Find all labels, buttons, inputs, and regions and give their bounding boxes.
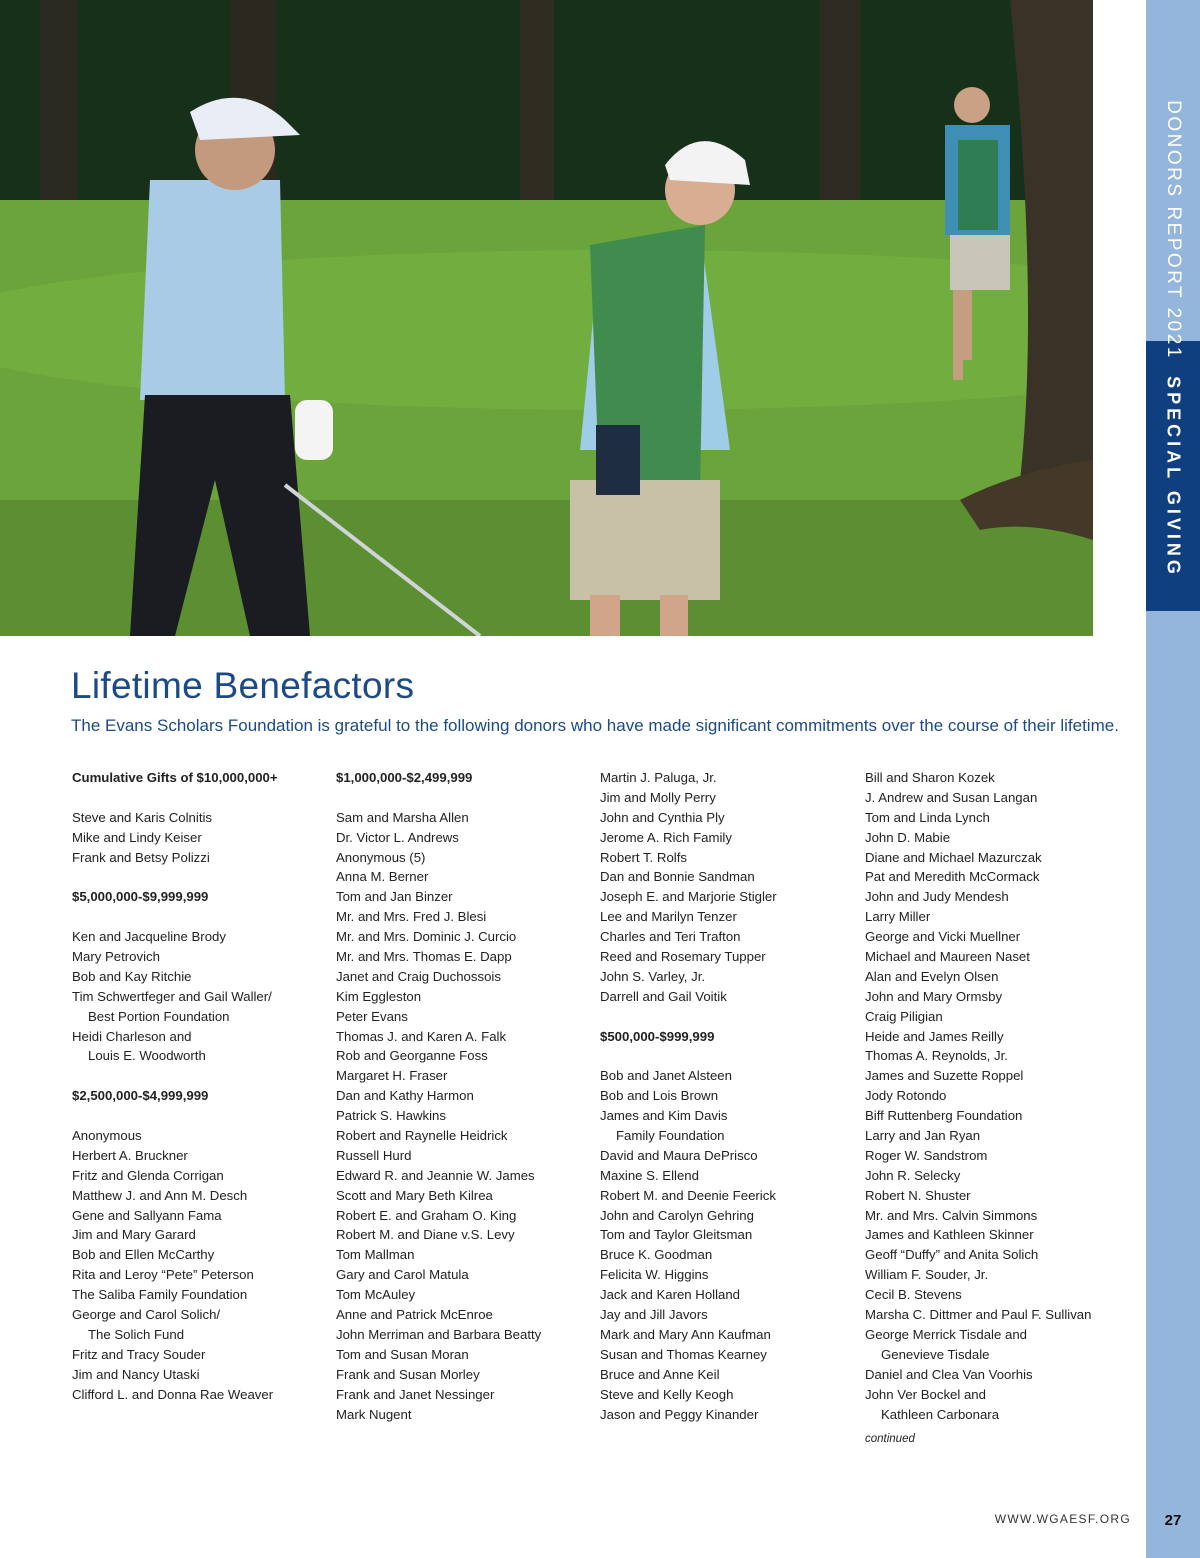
donor-name-continued: Genevieve Tisdale	[881, 1346, 990, 1362]
donor-name: Thomas J. and Karen A. Falk	[336, 1028, 507, 1044]
spacer	[336, 788, 586, 808]
donor-name: John and Carolyn Gehring	[600, 1207, 754, 1223]
donor-name: Dr. Victor L. Andrews	[336, 829, 459, 845]
donor-name: Dan and Bonnie Sandman	[600, 869, 755, 885]
donor-name: Larry Miller	[865, 909, 931, 925]
donor-name: Jay and Jill Javors	[600, 1307, 708, 1323]
spacer	[72, 907, 322, 927]
donor-name: Robert M. and Deenie Feerick	[600, 1187, 776, 1203]
donor-name: Edward R. and Jeannie W. James	[336, 1167, 535, 1183]
donor-name: Tom Mallman	[336, 1247, 415, 1263]
donor-name: Alan and Evelyn Olsen	[865, 968, 999, 984]
gift-tier-heading: $2,500,000-$4,999,999	[72, 1088, 209, 1104]
donor-name: Ken and Jacqueline Brody	[72, 929, 226, 945]
donor-name: John D. Mabie	[865, 829, 951, 845]
donor-name: Felicita W. Higgins	[600, 1267, 709, 1283]
spacer	[72, 788, 322, 808]
donor-name: James and Kim Davis	[600, 1108, 728, 1124]
donor-name: Steve and Kelly Keogh	[600, 1386, 734, 1402]
continued-note: continued	[865, 1433, 915, 1446]
donor-name: Tom and Jan Binzer	[336, 889, 453, 905]
donor-name: J. Andrew and Susan Langan	[865, 789, 1038, 805]
donor-name: John Merriman and Barbara Beatty	[336, 1326, 542, 1342]
donor-name: Mark and Mary Ann Kaufman	[600, 1326, 771, 1342]
donor-name: Russell Hurd	[336, 1147, 412, 1163]
spacer	[600, 1046, 850, 1066]
side-tab-report-title: DONORS REPORT 2021	[1163, 100, 1184, 360]
donor-name: Bruce K. Goodman	[600, 1247, 713, 1263]
donor-name: Peter Evans	[336, 1008, 408, 1024]
donor-column-4	[865, 768, 1115, 1450]
donor-name: The Saliba Family Foundation	[72, 1287, 248, 1303]
donor-name-continued: Kathleen Carbonara	[881, 1406, 1000, 1422]
donor-name: Tom and Taylor Gleitsman	[600, 1227, 753, 1243]
donor-name: Rob and Georganne Foss	[336, 1048, 488, 1064]
donor-name: Bob and Kay Ritchie	[72, 968, 192, 984]
donor-name: Tom and Susan Moran	[336, 1346, 469, 1362]
donor-name: Gene and Sallyann Fama	[72, 1207, 222, 1223]
page-title: Lifetime Benefactors	[71, 665, 415, 706]
donor-name: John S. Varley, Jr.	[600, 968, 706, 984]
donor-name: John and Judy Mendesh	[865, 889, 1009, 905]
spacer	[72, 867, 322, 887]
donor-name-continued: Louis E. Woodworth	[88, 1048, 206, 1064]
donor-name: Clifford L. and Donna Rae Weaver	[72, 1386, 274, 1402]
donor-name: Sam and Marsha Allen	[336, 809, 469, 825]
donor-name: Geoff “Duffy” and Anita Solich	[865, 1247, 1039, 1263]
donor-name: Larry and Jan Ryan	[865, 1128, 981, 1144]
spacer	[600, 1007, 850, 1027]
side-tab-section-title: SPECIAL GIVING	[1163, 376, 1184, 578]
donor-column-1	[72, 768, 322, 1405]
donor-name: Charles and Teri Trafton	[600, 929, 741, 945]
donor-name: Lee and Marilyn Tenzer	[600, 909, 737, 925]
donor-name: Robert T. Rolfs	[600, 849, 687, 865]
donor-name-continued: The Solich Fund	[88, 1326, 185, 1342]
donor-name: Tom McAuley	[336, 1287, 416, 1303]
donor-name: Jim and Nancy Utaski	[72, 1366, 200, 1382]
donor-name: Jim and Mary Garard	[72, 1227, 196, 1243]
donor-name: Craig Piligian	[865, 1008, 943, 1024]
donor-name: Frank and Susan Morley	[336, 1366, 480, 1382]
donor-name: Herbert A. Bruckner	[72, 1147, 188, 1163]
donor-name: Anonymous	[72, 1128, 142, 1144]
donor-name: Martin J. Paluga, Jr.	[600, 770, 717, 785]
donor-name: George and Carol Solich/	[72, 1307, 221, 1323]
donor-name: Pat and Meredith McCormack	[865, 869, 1040, 885]
donor-name: Bob and Janet Alsteen	[600, 1068, 732, 1084]
donor-name: Scott and Mary Beth Kilrea	[336, 1187, 493, 1203]
donor-name: Mike and Lindy Keiser	[72, 829, 202, 845]
gift-tier-heading: $1,000,000-$2,499,999	[336, 770, 473, 785]
donor-name: Matthew J. and Ann M. Desch	[72, 1187, 248, 1203]
gift-tier-heading: Cumulative Gifts of $10,000,000+	[72, 770, 278, 785]
donor-name: Heide and James Reilly	[865, 1028, 1004, 1044]
donor-name: Mark Nugent	[336, 1406, 412, 1422]
footer-url: WWW.WGAESF.ORG	[994, 1512, 1131, 1526]
donor-name: Margaret H. Fraser	[336, 1068, 448, 1084]
donor-name: Daniel and Clea Van Voorhis	[865, 1366, 1033, 1382]
donor-name: Jim and Molly Perry	[600, 789, 716, 805]
donor-name: Janet and Craig Duchossois	[336, 968, 501, 984]
donor-name: Mr. and Mrs. Calvin Simmons	[865, 1207, 1038, 1223]
donor-name: Gary and Carol Matula	[336, 1267, 469, 1283]
hero-photo	[0, 0, 1093, 636]
spacer	[72, 1106, 322, 1126]
donor-name: Jason and Peggy Kinander	[600, 1406, 759, 1422]
donor-name: Fritz and Tracy Souder	[72, 1346, 206, 1362]
page-number: 27	[1164, 1512, 1182, 1529]
golf-course-photo	[0, 0, 1093, 636]
donor-name: Mr. and Mrs. Dominic J. Curcio	[336, 929, 517, 945]
donor-name: James and Suzette Roppel	[865, 1068, 1024, 1084]
donor-name-continued: Family Foundation	[616, 1128, 725, 1144]
donor-name: Anne and Patrick McEnroe	[336, 1307, 493, 1323]
donor-column-2	[336, 768, 586, 1424]
donor-name: John R. Selecky	[865, 1167, 961, 1183]
donor-name: Reed and Rosemary Tupper	[600, 949, 766, 965]
donor-column-3	[600, 768, 850, 1424]
donor-name: George and Vicki Muellner	[865, 929, 1021, 945]
donor-name: Heidi Charleson and	[72, 1028, 192, 1044]
donor-name: Roger W. Sandstrom	[865, 1147, 988, 1163]
donor-name: George Merrick Tisdale and	[865, 1326, 1027, 1342]
donor-name: Susan and Thomas Kearney	[600, 1346, 767, 1362]
donor-name: Michael and Maureen Naset	[865, 949, 1030, 965]
donor-name: William F. Souder, Jr.	[865, 1267, 989, 1283]
donor-name: Robert N. Shuster	[865, 1187, 971, 1203]
donor-name: Anonymous (5)	[336, 849, 426, 865]
donor-name: John Ver Bockel and	[865, 1386, 986, 1402]
donor-name: John and Mary Ormsby	[865, 988, 1003, 1004]
donor-name: Jody Rotondo	[865, 1088, 947, 1104]
donor-name: Mr. and Mrs. Thomas E. Dapp	[336, 949, 512, 965]
page-subtitle: The Evans Scholars Foundation is grateful to the following donors who have made significant commitments over the course of their lifetime.	[71, 716, 1119, 735]
donor-name: John and Cynthia Ply	[600, 809, 725, 825]
donor-name: Bruce and Anne Keil	[600, 1366, 720, 1382]
donor-name: James and Kathleen Skinner	[865, 1227, 1034, 1243]
gift-tier-heading: $500,000-$999,999	[600, 1028, 715, 1044]
donor-name: David and Maura DePrisco	[600, 1147, 758, 1163]
donor-name: Cecil B. Stevens	[865, 1287, 962, 1303]
donor-name: Steve and Karis Colnitis	[72, 809, 213, 825]
donor-name: Tim Schwertfeger and Gail Waller/	[72, 988, 272, 1004]
donor-name: Bob and Lois Brown	[600, 1088, 719, 1104]
donor-name: Thomas A. Reynolds, Jr.	[865, 1048, 1008, 1064]
donor-name: Kim Eggleston	[336, 988, 422, 1004]
donor-name: Diane and Michael Mazurczak	[865, 849, 1042, 865]
donor-name: Robert and Raynelle Heidrick	[336, 1128, 508, 1144]
donor-name: Frank and Betsy Polizzi	[72, 849, 210, 865]
donor-name: Fritz and Glenda Corrigan	[72, 1167, 224, 1183]
donor-name: Rita and Leroy “Pete” Peterson	[72, 1267, 254, 1283]
donor-name: Dan and Kathy Harmon	[336, 1088, 474, 1104]
donor-name: Mr. and Mrs. Fred J. Blesi	[336, 909, 487, 925]
donor-name: Mary Petrovich	[72, 949, 160, 965]
donor-name: Patrick S. Hawkins	[336, 1108, 446, 1124]
donor-name: Robert E. and Graham O. King	[336, 1207, 517, 1223]
donor-name: Tom and Linda Lynch	[865, 809, 990, 825]
donor-name: Jerome A. Rich Family	[600, 829, 732, 845]
donor-name-continued: Best Portion Foundation	[88, 1008, 230, 1024]
donor-name: Darrell and Gail Voitik	[600, 988, 727, 1004]
donor-name: Robert M. and Diane v.S. Levy	[336, 1227, 515, 1243]
donor-name: Jack and Karen Holland	[600, 1287, 741, 1303]
donor-name: Biff Ruttenberg Foundation	[865, 1108, 1023, 1124]
gift-tier-heading: $5,000,000-$9,999,999	[72, 889, 209, 905]
spacer	[72, 1066, 322, 1086]
donor-name: Frank and Janet Nessinger	[336, 1386, 495, 1402]
donor-name: Bill and Sharon Kozek	[865, 770, 995, 785]
donor-name: Marsha C. Dittmer and Paul F. Sullivan	[865, 1307, 1092, 1323]
donor-name: Anna M. Berner	[336, 869, 429, 885]
donor-name: Bob and Ellen McCarthy	[72, 1247, 215, 1263]
donor-name: Maxine S. Ellend	[600, 1167, 699, 1183]
donor-name: Joseph E. and Marjorie Stigler	[600, 889, 777, 905]
